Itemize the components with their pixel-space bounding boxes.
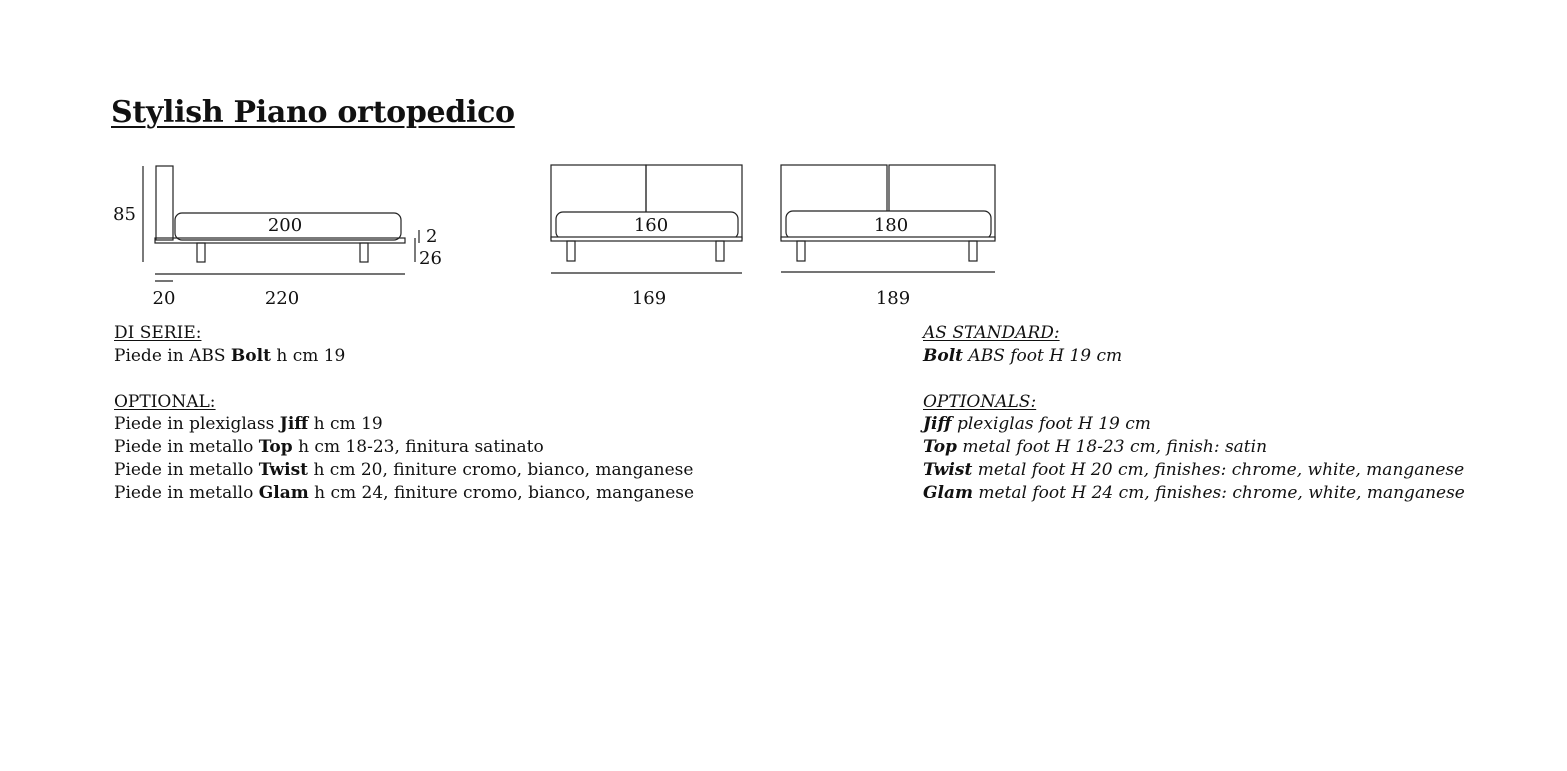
italian-standard-heading: DI SERIE: [114, 323, 202, 343]
item-text: plexiglas foot H 19 cm [951, 414, 1151, 435]
item-text: metal foot H 24 cm, finishes: chrome, white, manganese [972, 482, 1465, 503]
leg-left-180 [797, 241, 805, 261]
item-model: Bolt [230, 345, 271, 366]
item-text: metal foot H 18-23 cm, finish: satin [956, 437, 1268, 458]
italian-spec-block [114, 322, 694, 505]
item-model: Jiff [923, 414, 952, 435]
italian-optional-item [114, 413, 694, 436]
english-standard-heading: AS STANDARD: [923, 323, 1060, 343]
english-optional-item [923, 482, 1465, 505]
leg-right-180 [969, 241, 977, 261]
bed-base-front-180 [781, 237, 995, 241]
item-text: Piede in plexiglass [114, 414, 280, 435]
spacer [923, 368, 1465, 391]
spacer [114, 368, 694, 391]
item-text: ABS foot H 19 cm [963, 345, 1123, 366]
item-text: Piede in metallo [114, 459, 259, 480]
italian-optional-item [114, 482, 694, 505]
item-text: metal foot H 20 cm, finishes: chrome, white, manganese [972, 459, 1465, 480]
italian-optional-item [114, 459, 694, 482]
front-160-mattress-label: 160 [633, 215, 669, 236]
item-text: Piede in ABS [114, 345, 231, 366]
page-title: Stylish Piano ortopedico [111, 95, 515, 130]
headboard-side [156, 166, 173, 240]
item-model: Twist [923, 459, 973, 480]
italian-optional-heading: OPTIONAL: [114, 391, 216, 412]
item-model: Glam [258, 482, 309, 503]
item-model: Glam [923, 482, 973, 503]
front-160-overall-width-label: 169 [631, 288, 667, 309]
item-model: Jiff [279, 414, 309, 435]
item-text: h cm 18-23, finitura satinato [292, 437, 544, 458]
item-text: h cm 20, finiture cromo, bianco, manganese [308, 459, 694, 480]
front-180-overall-width-label: 189 [875, 288, 911, 309]
item-model: Top [258, 437, 293, 458]
english-optional-item [923, 459, 1465, 482]
front-180-mattress-label: 180 [873, 215, 909, 236]
side-overall-length-label: 220 [264, 288, 300, 309]
leg-right-side [360, 243, 368, 262]
item-text: h cm 19 [270, 345, 346, 366]
english-optional-heading: OPTIONALS: [923, 391, 1037, 412]
english-optional-item [923, 413, 1465, 436]
side-base-thickness-label: 2 [426, 226, 438, 247]
item-text: Piede in metallo [114, 482, 259, 503]
leg-right-160 [716, 241, 724, 261]
item-model: Top [923, 437, 957, 458]
side-leg-height-label: 26 [419, 248, 442, 269]
side-height-label: 85 [113, 204, 136, 225]
side-headboard-depth-label: 20 [152, 288, 176, 309]
english-standard-item [923, 345, 1465, 368]
italian-standard-item [114, 345, 694, 368]
leg-left-side [197, 243, 205, 262]
item-text: h cm 19 [308, 414, 383, 435]
italian-optional-item [114, 436, 694, 459]
english-optional-item [923, 436, 1465, 459]
side-mattress-length-label: 200 [267, 215, 303, 236]
leg-left-160 [567, 241, 575, 261]
english-spec-block [923, 322, 1465, 505]
item-model: Twist [258, 459, 309, 480]
item-text: h cm 24, finiture cromo, bianco, manganese [308, 482, 695, 503]
item-model: Bolt [923, 345, 964, 366]
bed-base-front-160 [551, 237, 742, 241]
item-text: Piede in metallo [114, 437, 259, 458]
